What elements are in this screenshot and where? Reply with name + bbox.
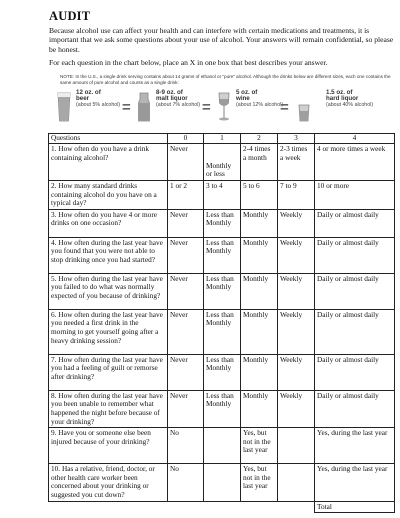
header-score-0: 0	[168, 134, 204, 144]
table-header-row	[49, 134, 395, 144]
drink-note: NOTE: In the U.S., a single drink serving contains about 14 grams of ethanol or "pure" alcohol. Although the drinks below are different sizes, each one contains the same amount of pure alcohol and counts as a single drink:	[60, 74, 391, 85]
header-score-2: 2	[241, 134, 278, 144]
answer-cell[interactable]: Weekly	[278, 309, 315, 354]
answer-cell[interactable]: Weekly	[278, 273, 315, 309]
beer-glass-icon	[56, 91, 72, 123]
table-row	[49, 144, 395, 181]
answer-cell[interactable]: Yes, during the last year	[315, 428, 395, 464]
audit-table	[48, 133, 395, 513]
answer-cell[interactable]: Yes, but not in the last year	[241, 464, 278, 501]
answer-cell[interactable]: 2-3 times a week	[278, 144, 315, 181]
question-text: 7. How often during the last year have you had a feeling of guilt or remorse after drinking?	[49, 354, 168, 390]
answer-cell[interactable]: Less than Monthly	[204, 390, 241, 427]
wine-glass-icon	[216, 91, 232, 123]
table-row	[49, 209, 395, 237]
table-row	[49, 390, 395, 427]
answer-cell[interactable]: Daily or almost daily	[315, 273, 395, 309]
drink-amount: 1.5 oz. of	[326, 89, 353, 96]
table-row	[49, 237, 395, 273]
drink-percent: (about 12% alcohol)	[236, 102, 284, 109]
table-row	[49, 428, 395, 464]
question-text: 2. How many standard drinks containing alcohol do you have on a typical day?	[49, 181, 168, 210]
answer-cell[interactable]: Less than Monthly	[204, 273, 241, 309]
drink-name: wine	[236, 95, 250, 103]
total-row	[49, 501, 395, 513]
question-text: 10. Has a relative, friend, doctor, or other health care worker been concerned about your drinking or suggested you cut down?	[49, 464, 168, 501]
answer-cell[interactable]: Daily or almost daily	[315, 309, 395, 354]
answer-cell[interactable]: 3 to 4	[204, 181, 241, 210]
drink-amount: 12 oz. of	[76, 89, 101, 96]
answer-cell[interactable]: Yes, but not in the last year	[241, 428, 278, 464]
question-text: 8. How often during the last year have you been unable to remember what happened the night before because of your drinking?	[49, 390, 168, 427]
instructions-paragraph: For each question in the chart below, place an X in one box that best describes your answer.	[49, 58, 328, 67]
answer-cell[interactable]: Monthly	[241, 273, 278, 309]
drink-hard-liquor	[296, 88, 386, 128]
answer-cell[interactable]: Weekly	[278, 390, 315, 427]
drink-amount: 5 oz. of	[236, 89, 258, 96]
answer-cell[interactable]: Weekly	[278, 209, 315, 237]
drink-name: hard liquor	[326, 95, 359, 103]
header-score-3: 3	[278, 134, 315, 144]
drink-name: beer	[76, 95, 90, 103]
answer-cell[interactable]: Less than Monthly	[204, 237, 241, 273]
total-cell[interactable]: Total	[315, 501, 395, 513]
answer-cell[interactable]: Daily or almost daily	[315, 354, 395, 390]
equals-sign: =	[280, 99, 289, 116]
answer-cell[interactable]: Less than Monthly	[204, 354, 241, 390]
table-row	[49, 464, 395, 501]
table-row	[49, 309, 395, 354]
equals-sign: =	[202, 99, 211, 116]
answer-cell[interactable]	[278, 428, 315, 464]
question-text: 3. How often do you have 4 or more drinks on one occasion?	[49, 209, 168, 237]
answer-cell[interactable]: Daily or almost daily	[315, 390, 395, 427]
answer-cell[interactable]: Never	[168, 309, 204, 354]
answer-cell[interactable]: Never	[168, 354, 204, 390]
answer-cell[interactable]: Daily or almost daily	[315, 237, 395, 273]
answer-cell[interactable]: Monthly	[241, 309, 278, 354]
shot-glass-icon	[296, 91, 312, 123]
answer-cell[interactable]: 2-4 times a month	[241, 144, 278, 181]
table-row	[49, 181, 395, 210]
question-text: 9. Have you or someone else been injured because of your drinking?	[49, 428, 168, 464]
question-text: 1. How often do you have a drink containing alcohol?	[49, 144, 168, 181]
answer-cell[interactable]: Less than Monthly	[204, 309, 241, 354]
answer-cell[interactable]	[204, 464, 241, 501]
malt-liquor-glass-icon	[136, 91, 152, 123]
table-row	[49, 273, 395, 309]
drink-percent: (about 40% alcohol)	[326, 102, 374, 109]
answer-cell[interactable]: 1 or 2	[168, 181, 204, 210]
answer-cell[interactable]: Less than Monthly	[204, 209, 241, 237]
header-score-4: 4	[315, 134, 395, 144]
answer-cell[interactable]: 5 to 6	[241, 181, 278, 210]
drink-percent: (about 5% alcohol)	[76, 102, 121, 109]
answer-cell[interactable]: Yes, during the last year	[315, 464, 395, 501]
drink-amount: 8-9 oz. of	[156, 89, 183, 96]
answer-cell[interactable]: Never	[168, 273, 204, 309]
answer-cell[interactable]: Monthly	[241, 237, 278, 273]
drink-percent: (about 7% alcohol)	[156, 102, 201, 109]
answer-cell[interactable]: Weekly	[278, 354, 315, 390]
header-questions: Questions	[49, 134, 168, 144]
answer-cell[interactable]: Never	[168, 144, 204, 181]
answer-cell[interactable]: Monthly	[241, 209, 278, 237]
answer-cell[interactable]: No	[168, 428, 204, 464]
answer-cell[interactable]: 7 to 9	[278, 181, 315, 210]
table-row	[49, 354, 395, 390]
answer-cell[interactable]: 4 or more times a week	[315, 144, 395, 181]
answer-cell[interactable]: Monthly	[241, 390, 278, 427]
answer-cell[interactable]: Weekly	[278, 237, 315, 273]
question-text: 6. How often during the last year have you needed a first drink in the morning to get yourself going after a heavy drinking session?	[49, 309, 168, 354]
answer-cell[interactable]: Monthly	[241, 354, 278, 390]
answer-cell[interactable]: Never	[168, 390, 204, 427]
drink-name: malt liquor	[156, 95, 188, 103]
answer-cell[interactable]: Daily or almost daily	[315, 209, 395, 237]
equals-sign: =	[122, 99, 131, 116]
question-text: 5. How often during the last year have you failed to do what was normally expected of you because of drinking?	[49, 273, 168, 309]
answer-cell[interactable]: Never	[168, 209, 204, 237]
question-text: 4. How often during the last year have you found that you were not able to stop drinking once you had started?	[49, 237, 168, 273]
answer-cell[interactable]	[204, 428, 241, 464]
intro-paragraph: Because alcohol use can affect your health and can interfere with certain medications and treatments, it is important that we ask some questions about your use of alcohol. Your answers will remain confidential, so please be honest.	[49, 26, 394, 54]
answer-cell[interactable]: Never	[168, 237, 204, 273]
header-score-1: 1	[204, 134, 241, 144]
answer-cell[interactable]: Monthly or less	[204, 144, 241, 181]
answer-cell[interactable]: 10 or more	[315, 181, 395, 210]
standard-drinks-strip	[56, 88, 396, 128]
answer-cell[interactable]	[278, 464, 315, 501]
answer-cell[interactable]: No	[168, 464, 204, 501]
page-title: AUDIT	[49, 9, 91, 23]
